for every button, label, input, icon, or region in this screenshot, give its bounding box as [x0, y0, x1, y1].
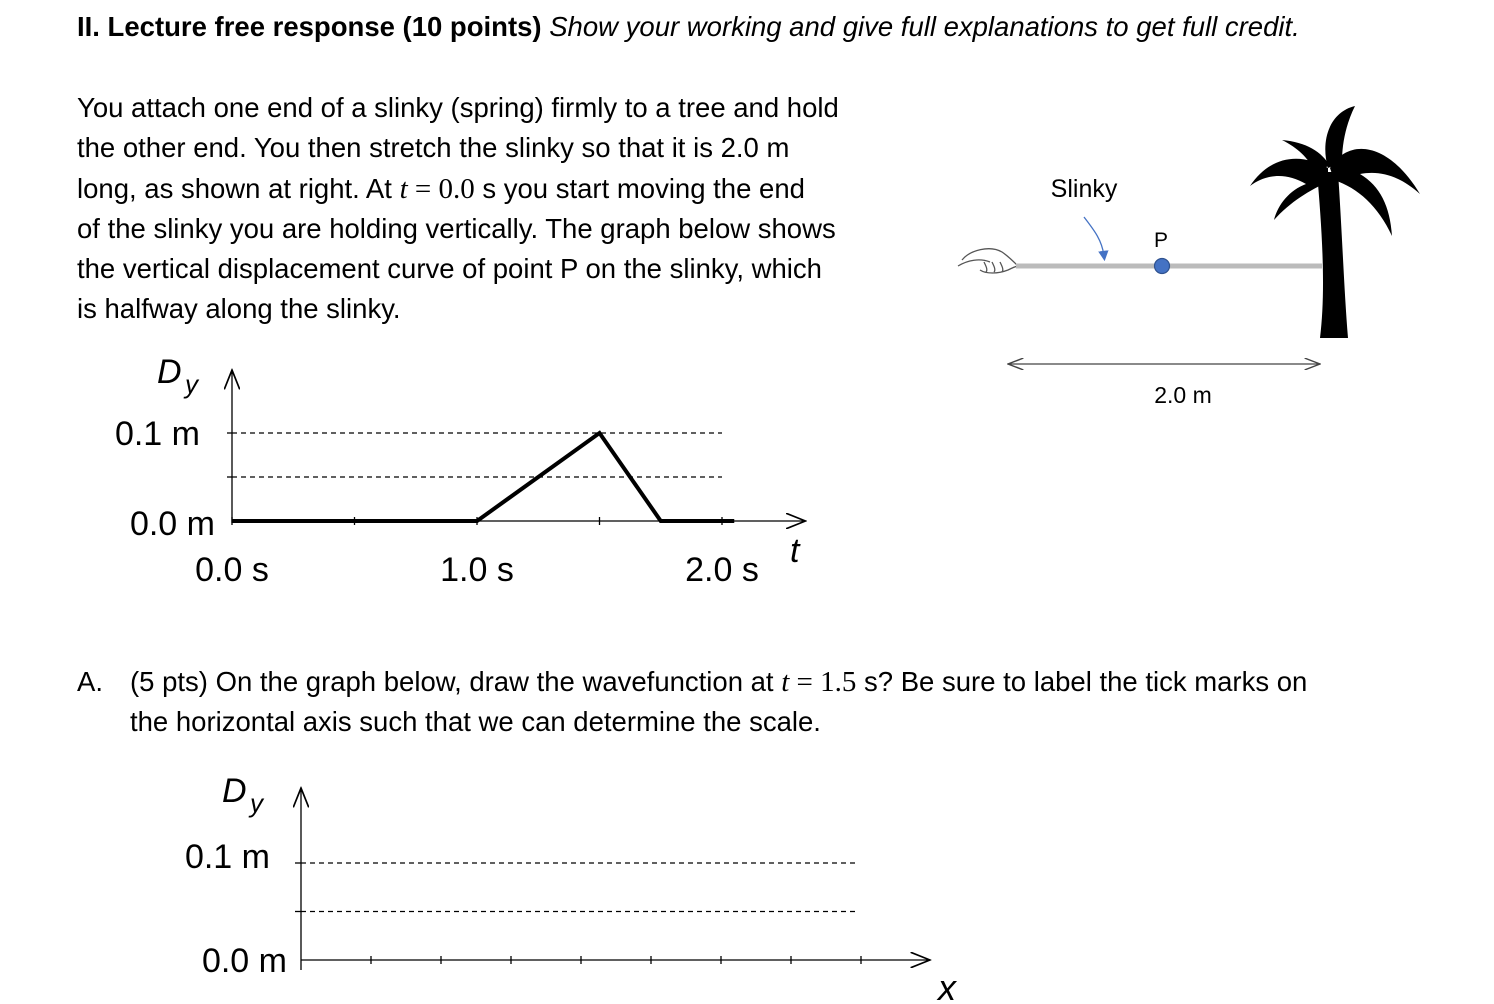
y-tick-label-top: 0.1 m — [114, 415, 200, 453]
question-text — [130, 662, 1307, 742]
intro-line: the vertical displacement curve of point P on the slinky, which — [77, 253, 822, 285]
y-tick-label-zero: 0.0 m — [129, 505, 215, 543]
x-tick-label: 2.0 s — [685, 551, 759, 589]
time-value: 0.0 — [438, 172, 475, 205]
intro-line: You attach one end of a slinky (spring) firmly to a tree and hold — [77, 92, 839, 123]
slinky-pointer-arrow — [1084, 217, 1104, 256]
slinky-diagram — [950, 90, 1450, 420]
length-label: 2.0 m — [1154, 382, 1212, 408]
y-axis-subscript: y — [250, 788, 263, 818]
x-tick-label: 1.0 s — [440, 551, 514, 589]
intro-line: the other end. You then stretch the slinky so that it is 2.0 m — [77, 132, 790, 164]
section-instructions: Show your working and give full explanations to get full credit. — [549, 11, 1300, 42]
y-axis-variable: D — [157, 353, 182, 391]
slinky-label: Slinky — [1050, 175, 1118, 203]
point-p-label: P — [1153, 229, 1169, 252]
wavefunction-answer-graph — [150, 760, 980, 1004]
intro-line: of the slinky you are holding vertically. The graph below shows — [77, 212, 836, 244]
intro-line: is halfway along the slinky. — [77, 293, 401, 325]
time-value: 1.5 — [820, 666, 857, 698]
time-variable: t — [399, 172, 408, 205]
x-tick-label: 0.0 s — [195, 551, 269, 589]
displacement-time-graph — [95, 345, 815, 605]
problem-statement — [77, 88, 947, 330]
question-text-part: s? Be sure to label the tick marks on — [856, 666, 1308, 697]
equals-sign: = — [789, 666, 821, 698]
x-axis-variable: t — [790, 532, 800, 570]
question-text-part: (5 pts) On the graph below, draw the wavefunction at — [130, 666, 782, 697]
y-axis-subscript: y — [185, 369, 198, 399]
intro-text: s you start moving the end — [474, 172, 805, 204]
time-variable: t — [781, 666, 790, 698]
question-line — [130, 666, 1307, 697]
section-title: II. Lecture free response (10 points) — [77, 11, 542, 42]
hand-icon — [958, 249, 1018, 273]
intro-text: long, as shown at right. At — [77, 172, 400, 204]
point-p-marker — [1155, 259, 1170, 274]
x-axis-variable: x — [938, 967, 956, 1004]
page-header — [77, 8, 1300, 47]
y-tick-label-zero: 0.0 m — [201, 942, 287, 980]
intro-line — [77, 169, 947, 209]
y-tick-label-top: 0.1 m — [184, 838, 270, 876]
y-axis-variable: D — [222, 772, 247, 810]
equals-sign: = — [407, 172, 439, 205]
question-marker: A. — [77, 666, 103, 697]
question-line: the horizontal axis such that we can determine the scale. — [130, 706, 821, 737]
palm-tree-icon — [1250, 106, 1420, 338]
